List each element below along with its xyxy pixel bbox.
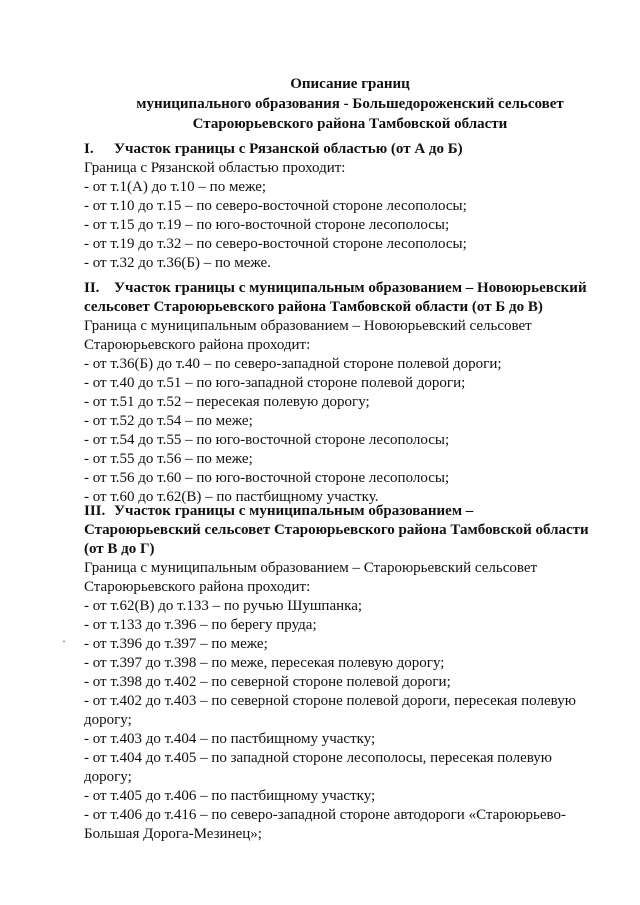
section-1-heading bbox=[84, 140, 624, 159]
list-item: - от т.403 до т.404 – по пастбищному участку; bbox=[84, 731, 376, 747]
list-item: - от т.40 до т.51 – по юго-западной стороне полевой дороги; bbox=[84, 375, 466, 391]
title-line-1: Описание границ bbox=[290, 76, 410, 92]
list-item: - от т.36(Б) до т.40 – по северо-западной стороне полевой дороги; bbox=[84, 356, 502, 372]
list-item: - от т.133 до т.396 – по берегу пруда; bbox=[84, 617, 317, 633]
list-item: - от т.405 до т.406 – по пастбищному участку; bbox=[84, 788, 376, 804]
section-1 bbox=[84, 140, 624, 273]
list-item: - от т.32 до т.36(Б) – по меже. bbox=[84, 255, 271, 271]
list-item: Большая Дорога-Мезинец»; bbox=[84, 826, 262, 842]
list-item: - от т.15 до т.19 – по юго-восточной стороне лесополосы; bbox=[84, 217, 450, 233]
list-item: - от т.60 до т.62(В) – по пастбищному участку. bbox=[84, 489, 379, 505]
section-2-heading bbox=[84, 279, 624, 298]
list-item: - от т.56 до т.60 – по юго-восточной стороне лесополосы; bbox=[84, 470, 450, 486]
document-title bbox=[70, 74, 630, 134]
scan-speck: · bbox=[62, 634, 66, 648]
list-item: - от т.54 до т.55 – по юго-восточной стороне лесополосы; bbox=[84, 432, 450, 448]
section-2-heading-line-1: Участок границы с муниципальным образованием – Новоюрьевский bbox=[114, 280, 587, 296]
list-item: - от т.52 до т.54 – по меже; bbox=[84, 413, 253, 429]
title-line-2: муниципального образования - Большедороженский сельсовет bbox=[136, 96, 564, 112]
section-2 bbox=[84, 279, 624, 507]
section-3-intro-line-2: Староюрьевского района проходит: bbox=[84, 579, 311, 595]
list-item: - от т.10 до т.15 – по северо-восточной стороне лесополосы; bbox=[84, 198, 467, 214]
list-item: - от т.397 до т.398 – по меже, пересекая полевую дорогу; bbox=[84, 655, 445, 671]
list-item: - от т.406 до т.416 – по северо-западной стороне автодороги «Староюрьево- bbox=[84, 807, 566, 823]
list-item: - от т.404 до т.405 – по западной стороне лесополосы, пересекая полевую bbox=[84, 750, 553, 766]
section-2-heading-line-2: сельсовет Староюрьевского района Тамбовской области (от Б до В) bbox=[84, 299, 543, 315]
section-2-intro-line-1: Граница с муниципальным образованием – Новоюрьевский сельсовет bbox=[84, 318, 532, 334]
section-2-intro-line-2: Староюрьевского района проходит: bbox=[84, 337, 311, 353]
section-3-number: III. bbox=[84, 503, 106, 519]
list-item: - от т.402 до т.403 – по северной стороне полевой дороги, пересекая полевую bbox=[84, 693, 576, 709]
section-2-number: II. bbox=[84, 280, 100, 296]
list-item: - от т.62(В) до т.133 – по ручью Шушпанка; bbox=[84, 598, 363, 614]
list-item: дорогу; bbox=[84, 712, 132, 728]
section-3-heading-line-1: Участок границы с муниципальным образованием – bbox=[114, 503, 474, 519]
list-item: дорогу; bbox=[84, 769, 132, 785]
section-1-number: I. bbox=[84, 141, 94, 157]
list-item: - от т.19 до т.32 – по северо-восточной стороне лесополосы; bbox=[84, 236, 467, 252]
section-1-intro: Граница с Рязанской областью проходит: bbox=[84, 160, 346, 176]
section-3-intro-line-1: Граница с муниципальным образованием – Староюрьевский сельсовет bbox=[84, 560, 538, 576]
list-item: - от т.396 до т.397 – по меже; bbox=[84, 636, 268, 652]
section-3-heading-line-3: (от В до Г) bbox=[84, 541, 155, 557]
list-item: - от т.1(А) до т.10 – по меже; bbox=[84, 179, 267, 195]
list-item: - от т.398 до т.402 – по северной стороне полевой дороги; bbox=[84, 674, 451, 690]
section-3 bbox=[84, 502, 624, 844]
list-item: - от т.51 до т.52 – пересекая полевую дорогу; bbox=[84, 394, 370, 410]
title-line-3: Староюрьевского района Тамбовской области bbox=[192, 116, 508, 132]
section-3-heading bbox=[84, 502, 624, 521]
list-item: - от т.55 до т.56 – по меже; bbox=[84, 451, 253, 467]
section-1-heading-text: Участок границы с Рязанской областью (от А до Б) bbox=[114, 141, 463, 157]
section-3-heading-line-2: Староюрьевский сельсовет Староюрьевского района Тамбовской области bbox=[84, 522, 589, 538]
